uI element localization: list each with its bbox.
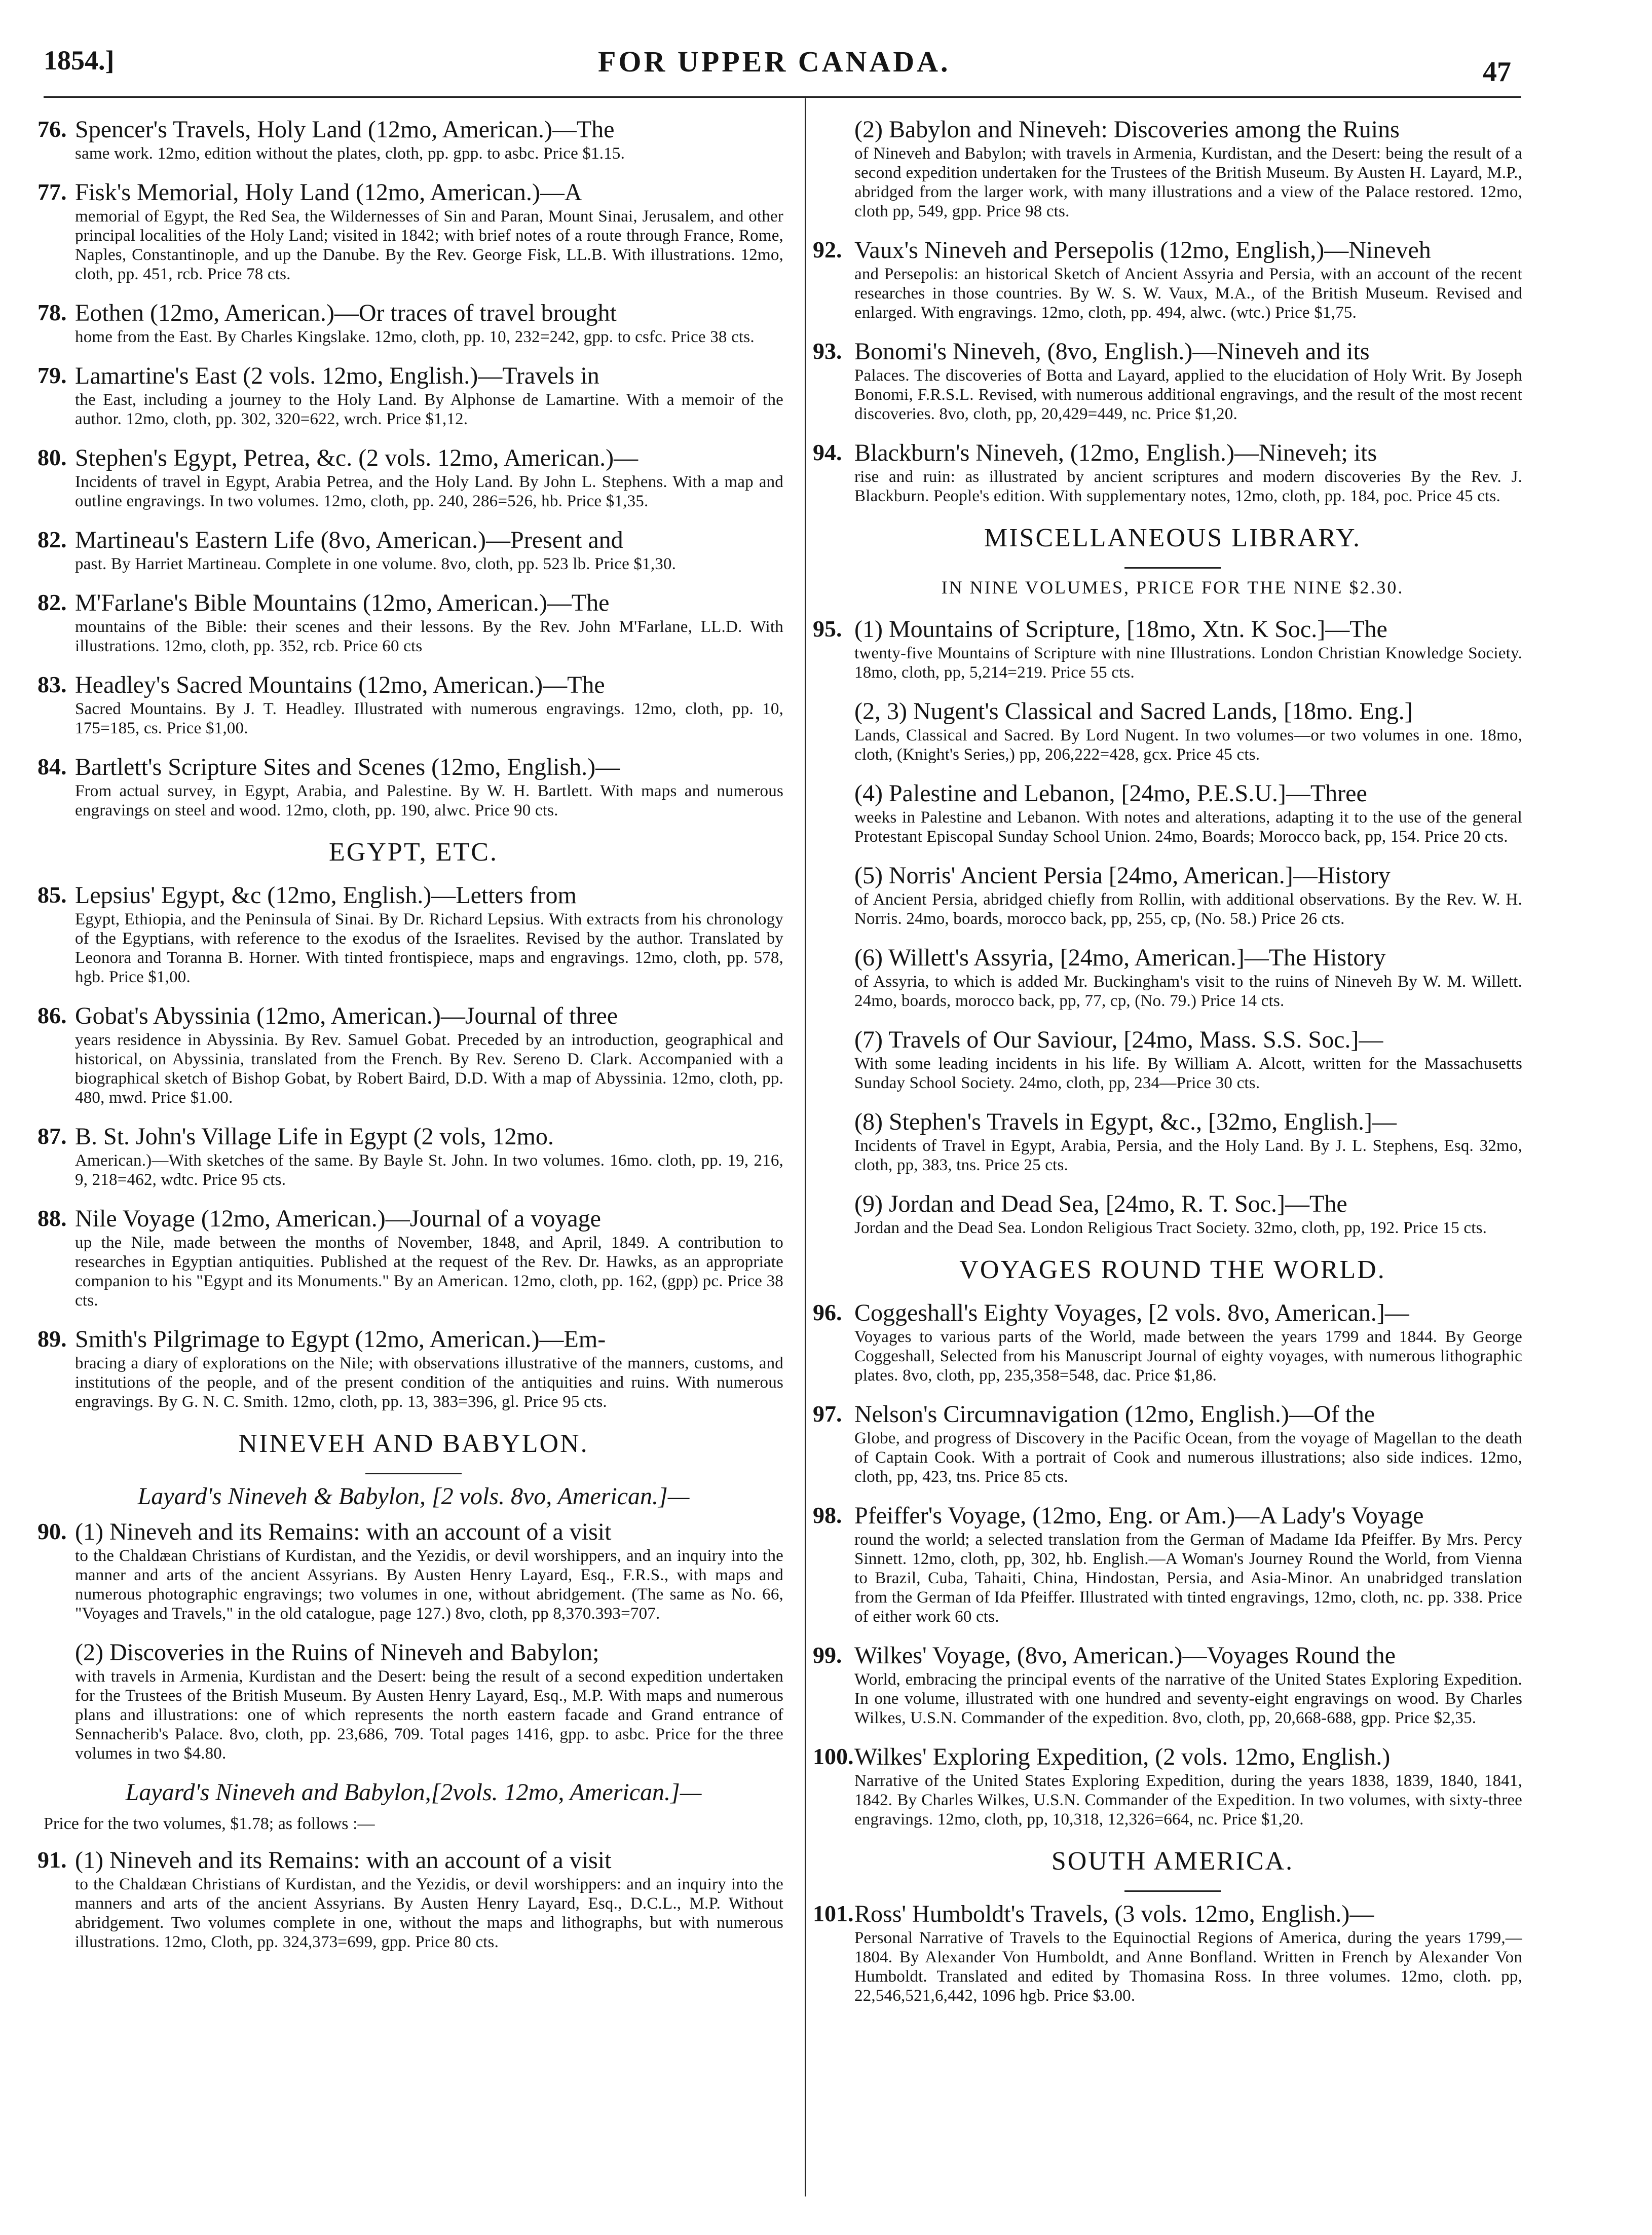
entry-number: 83. (37, 672, 67, 697)
entry-number: 79. (37, 362, 67, 388)
entry-description: With some leading incidents in his life. By William A. Alcott, written for the Massachusetts Sunday School Society. 24mo, cloth, pp, 234—Price 30 cts. (854, 1055, 1522, 1092)
entry-description: Sacred Mountains. By J. T. Headley. Illustrated with numerous engravings. 12mo, cloth, pp. 10, 175=185, cs. Price $1,00. (75, 700, 783, 737)
entry-title: Coggeshall's Eighty Voyages, [2 vols. 8vo, American.]— (854, 1299, 1409, 1326)
entry-number: 98. (813, 1502, 842, 1528)
entry-title: (2, 3) Nugent's Classical and Sacred Lands, [18mo. Eng.] (854, 698, 1413, 725)
section-heading: NINEVEH AND BABYLON. (238, 1429, 589, 1458)
entry-number: 80. (37, 444, 67, 470)
catalogue-entry (37, 1846, 783, 1952)
right-column (813, 116, 1522, 2021)
catalogue-entry (813, 1400, 1522, 1486)
catalogue-entry (37, 1325, 783, 1411)
catalogue-entry (37, 753, 783, 820)
entry-title: Gobat's Abyssinia (12mo, American.)—Journal of three (75, 1002, 618, 1029)
header-title: FOR UPPER CANADA. (598, 45, 951, 78)
entry-description: twenty-five Mountains of Scripture with nine Illustrations. London Christian Knowledge Society. 18mo, cloth, pp, 5,214=219. Price 55 cts. (854, 644, 1522, 682)
entry-description: home from the East. By Charles Kingslake. 12mo, cloth, pp. 10, 232=242, gpp. to csfc. Price 38 cts. (75, 328, 755, 346)
entry-number: 86. (37, 1002, 67, 1028)
entry-title: (1) Nineveh and its Remains: with an account of a visit (75, 1518, 612, 1545)
catalogue-entry (813, 338, 1522, 424)
entry-description: years residence in Abyssinia. By Rev. Samuel Gobat. Preceded by an introduction, geographical and historical, on Abyssinia, translated from the French. By Rev. Sereno D. Clark. Accompanied with a biographical sketch of Bishop Gobat, by Robert Baird, D.D. With a map of Abyssinia. 12mo, cloth, pp. 480, mwd. Price $1.00. (75, 1031, 783, 1107)
catalogue-entry (823, 116, 1522, 221)
catalogue-entry (813, 1743, 1522, 1829)
entry-description: Narrative of the United States Exploring Expedition, during the years 1838, 1839, 1840, 1841, 1842. By Charles Wilkes, U.S.N. Commander of the Expedition. In two volumes, with sixty-three engravings. 12mo, cloth, pp, 10,318, 12,326=664, nc. Price $1,20. (854, 1772, 1522, 1829)
header-year: 1854.] (44, 45, 115, 76)
entry-title: Stephen's Egypt, Petrea, &c. (2 vols. 12mo, American.)— (75, 444, 639, 471)
entry-title: Pfeiffer's Voyage, (12mo, Eng. or Am.)—A Lady's Voyage (854, 1502, 1424, 1529)
entry-description: of Ancient Persia, abridged chiefly from Rollin, with additional observations. By the Rev. W. H. Norris. 24mo, boards, morocco back, pp, 255, cp, (No. 58.) Price 26 cts. (854, 890, 1522, 928)
entry-list (37, 116, 783, 820)
entry-description: bracing a diary of explorations on the Nile; with observations illustrative of the manners, customs, and institutions of the people, and of the present condition of the antiquities and ruins. With numerous engravings. By G. N. C. Smith. 12mo, cloth, pp. 13, 383=396, gl. Price 95 cts. (75, 1354, 783, 1411)
entry-number: 96. (813, 1299, 842, 1325)
left-column (37, 116, 783, 1967)
entry-description: to the Chaldæan Christians of Kurdistan, and the Yezidis, or devil worshippers, and an inquiry into the manner and arts of the ancient Assyrians. By Austen Henry Layard, Esq., F.R.S., with maps and numerous photographic engravings; two volumes in one, without abridgement. (The same as No. 66, "Voyages and Travels," in the old catalogue, page 127.) 8vo, cloth, pp 8,370.393=707. (75, 1547, 783, 1623)
entry-list (813, 116, 1522, 506)
entry-description: Incidents of travel in Egypt, Arabia Petrea, and the Holy Land. By John L. Stephens. With a map and outline engravings. In two volumes. 12mo, cloth, pp. 240, 286=526, hb. Price $1,35. (75, 473, 783, 510)
entry-description: the East, including a journey to the Holy Land. By Alphonse de Lamartine. With a memoir of the author. 12mo, cloth, pp. 302, 320=622, wrch. Price $1,12. (75, 391, 783, 428)
entry-description: Lands, Classical and Sacred. By Lord Nugent. In two volumes—or two volumes in one. 18mo, cloth, (Knight's Series,) pp, 206,222=428, gcx. Price 45 cts. (854, 726, 1522, 764)
catalogue-entry (823, 862, 1522, 928)
entry-number: 99. (813, 1642, 842, 1668)
entry-title: Ross' Humboldt's Travels, (3 vols. 12mo, English.)— (854, 1901, 1374, 1927)
subheading-text: Layard's Nineveh and Babylon,[2vols. 12mo, American.]— (125, 1779, 702, 1806)
catalogue-entry (813, 1900, 1522, 2005)
catalogue-entry (823, 779, 1522, 846)
entry-description: American.)—With sketches of the same. By Bayle St. John. In two volumes. 16mo. cloth, pp. 19, 216, 9, 218=462, wdtc. Price 95 cts. (75, 1151, 783, 1189)
entry-description: Personal Narrative of Travels to the Equinoctial Regions of America, during the years 1799,—1804. By Alexander Von Humboldt, and Anne Bonfland. Written in French by Alexander Von Humboldt. Translated and edited by Thomasina Ross. In three volumes. 12mo, cloth. pp, 22,546,521,6,442, 1096 hgb. Price $3.00. (854, 1929, 1522, 2005)
price-note: Price for the two volumes, $1.78; as follows :— (44, 1814, 375, 1833)
entry-number: 87. (37, 1123, 67, 1149)
entry-description: past. By Harriet Martineau. Complete in one volume. 8vo, cloth, pp. 523 lb. Price $1,30. (75, 555, 677, 573)
entry-description: From actual survey, in Egypt, Arabia, and Palestine. By W. H. Bartlett. With maps and numerous engravings on steel and wood. 12mo, cloth, pp. 190, alwc. Price 90 cts. (75, 782, 783, 820)
entry-list (37, 1846, 783, 1952)
entry-title: Wilkes' Exploring Expedition, (2 vols. 12mo, English.) (854, 1743, 1391, 1770)
section-subtitle: IN NINE VOLUMES, PRICE FOR THE NINE $2.30. (941, 577, 1404, 598)
catalogue-entry (37, 671, 783, 738)
entry-number: 78. (37, 300, 67, 325)
catalogue-entry (823, 1026, 1522, 1093)
entry-number: 76. (37, 116, 67, 142)
catalogue-entry (37, 1002, 783, 1107)
catalogue-entry (37, 299, 783, 347)
entry-number: 95. (813, 616, 842, 642)
entry-title: (5) Norris' Ancient Persia [24mo, American.]—History (854, 862, 1391, 889)
entry-title: Lamartine's East (2 vols. 12mo, English.)—Travels in (75, 362, 599, 389)
catalogue-entry (823, 697, 1522, 764)
entry-number: 97. (813, 1401, 842, 1427)
entry-number: 94. (813, 439, 842, 465)
entry-list (37, 881, 783, 1411)
entry-number: 91. (37, 1847, 67, 1873)
catalogue-entry (813, 1642, 1522, 1728)
catalogue-entry (37, 178, 783, 284)
entry-title: (4) Palestine and Lebanon, [24mo, P.E.S.U.]—Three (854, 780, 1367, 807)
entry-description: mountains of the Bible: their scenes and their lessons. By the Rev. John M'Farlane, LL.D. With illustrations. 12mo, cloth, pp. 352, rcb. Price 60 cts (75, 618, 783, 655)
entry-description: and Persepolis: an historical Sketch of Ancient Assyria and Persia, with an account of the recent researches in those countries. By W. S. W. Vaux, M.A., of the British Museum. Revised and enlarged. With engravings. 12mo, cloth, pp. 494, alwc. (wtc.) Price $1,75. (854, 265, 1522, 322)
entry-list (813, 615, 1522, 1238)
entry-description: World, embracing the principal events of the narrative of the United States Exploring Expedition. In one volume, illustrated with one hundred and seventy-eight engravings on wood. By Charles Wilkes, U.S.N. Commander of the expedition. 8vo, cloth, pp, 20,668-688, gpp. Price $2,35. (854, 1670, 1522, 1727)
catalogue-entry (37, 881, 783, 987)
entry-title: (6) Willett's Assyria, [24mo, American.]—The History (854, 944, 1386, 971)
entry-title: Wilkes' Voyage, (8vo, American.)—Voyages Round the (854, 1642, 1396, 1669)
section-heading: EGYPT, ETC. (329, 838, 498, 867)
entry-number: 100. (813, 1743, 854, 1769)
entry-description: Palaces. The discoveries of Botta and Layard, applied to the elucidation of Holy Writ. By Joseph Bonomi, F.R.S.L. Revised, with numerous additional engravings, and the result of the most recent discoveries. 8vo, cloth, pp, 20,429=449, nc. Price $1,20. (854, 366, 1522, 423)
catalogue-entry (813, 439, 1522, 506)
entry-description: with travels in Armenia, Kurdistan and the Desert: being the result of a second expedition undertaken for the Trustees of the British Museum. By Austen Henry Layard, Esq., M.P. With maps and numerous plans and illustrations: one of which represents the north eastern facade and Grand entrance of Sennacherib's Palace. 8vo, cloth, pp. 23,686, 709. Total pages 1416, gpp. to asbc. Price for the three volumes in two $4.80. (75, 1667, 783, 1763)
catalogue-entry (37, 1518, 783, 1623)
section-heading: SOUTH AMERICA. (1051, 1847, 1294, 1876)
entry-number: 93. (813, 338, 842, 364)
entry-title: Fisk's Memorial, Holy Land (12mo, American.)—A (75, 179, 582, 206)
entry-list (813, 1900, 1522, 2005)
page-header (0, 0, 1652, 101)
catalogue-entry (823, 1190, 1522, 1238)
entry-list (813, 1299, 1522, 1829)
entry-title: (1) Mountains of Scripture, [18mo, Xtn. K Soc.]—The (854, 616, 1387, 643)
catalogue-entry (37, 1205, 783, 1310)
catalogue-entry (823, 944, 1522, 1011)
catalogue-entry (37, 526, 783, 574)
catalogue-entry (813, 615, 1522, 682)
entry-description: rise and ruin: as illustrated by ancient scriptures and modern discoveries By the Rev. J. Blackburn. People's edition. With supplementary notes, 12mo, cloth, pp. 184, poc. Price 45 cts. (854, 468, 1522, 505)
entry-title: (8) Stephen's Travels in Egypt, &c., [32mo, English.]— (854, 1108, 1397, 1135)
entry-description: Incidents of Travel in Egypt, Arabia, Persia, and the Holy Land. By J. L. Stephens, Esq. 32mo, cloth, pp, 383, tns. Price 25 cts. (854, 1137, 1522, 1174)
catalogue-entry (37, 362, 783, 429)
catalogue-entry (813, 236, 1522, 322)
entry-title: Headley's Sacred Mountains (12mo, American.)—The (75, 672, 605, 698)
entry-description: round the world; a selected translation from the German of Madame Ida Pfeiffer. By Mrs. Percy Sinnett. 12mo, cloth, pp, 302, hb. English.—A Woman's Journey Round the World, from Vienna to Brazil, Cuba, Tahaiti, China, Hindostan, Persia, and Asia-Minor. An unabridged translation from the German of Ida Pfeiffer. Illustrated with tinted engravings, 12mo, cloth, nc. pp. 338. Price of either work 60 cts. (854, 1531, 1522, 1626)
entry-description: to the Chaldæan Christians of Kurdistan, and the Yezidis, or devil worshippers: and an inquiry into the manners and arts of the ancient Assyrians. By Austen Henry Layard, Esq., D.C.L., M.P. Without abridgement. Two volumes complete in one, without the maps and lithographs, but with numerous illustrations. 12mo, Cloth, pp. 324,373=699, gpp. Price 80 cts. (75, 1875, 783, 1951)
catalogue-entry (37, 116, 783, 163)
entry-description: memorial of Egypt, the Red Sea, the Wildernesses of Sin and Paran, Mount Sinai, Jerusalem, and other principal localities of the Holy Land; visited in 1842; with brief notes of a route through France, Rome, Naples, Constantinople, and up the Danube. By the Rev. George Fisk, LL.B. With illustrations. 12mo, cloth, pp. 451, rcb. Price 78 cts. (75, 207, 783, 283)
section-rule (365, 1473, 462, 1474)
entry-title: (1) Nineveh and its Remains: with an account of a visit (75, 1847, 612, 1874)
entry-description: of Assyria, to which is added Mr. Buckingham's visit to the ruins of Nineveh By W. M. Willett. 24mo, boards, morocco back, pp, 77, cp, (No. 79.) Price 14 cts. (854, 973, 1522, 1010)
entry-title: (7) Travels of Our Saviour, [24mo, Mass. S.S. Soc.]— (854, 1026, 1383, 1053)
section-heading: MISCELLANEOUS LIBRARY. (984, 524, 1361, 552)
entry-title: Nelson's Circumnavigation (12mo, English.)—Of the (854, 1401, 1375, 1428)
entry-title: (2) Babylon and Nineveh: Discoveries among the Ruins (854, 116, 1400, 143)
subheading (44, 1482, 783, 1511)
column-divider (805, 98, 806, 2196)
catalogue-entry (44, 1638, 783, 1763)
section-heading: VOYAGES ROUND THE WORLD. (959, 1255, 1386, 1284)
page-number: 47 (1483, 56, 1511, 88)
entry-number: 89. (37, 1326, 67, 1352)
section-rule (1124, 567, 1221, 569)
catalogue-entry (813, 1299, 1522, 1385)
entry-number: 84. (37, 754, 67, 779)
entry-number: 82. (37, 527, 67, 552)
header-rule (44, 96, 1521, 98)
entry-description: up the Nile, made between the months of November, 1848, and April, 1849. A contribution to researches in Egyptian antiquities. Published at the request of the Rev. Dr. Hawks, as an appropriate companion to his "Egypt and its Monuments." By an American. 12mo, cloth, pp. 162, (gpp) pc. Price 38 cts. (75, 1234, 783, 1310)
subheading-text: Layard's Nineveh & Babylon, [2 vols. 8vo, American.]— (137, 1483, 690, 1510)
entry-number: 77. (37, 179, 67, 205)
catalogue-entry (37, 1123, 783, 1189)
entry-title: Martineau's Eastern Life (8vo, American.)—Present and (75, 527, 623, 553)
entry-title: Vaux's Nineveh and Persepolis (12mo, English,)—Nineveh (854, 237, 1431, 264)
entry-title: M'Farlane's Bible Mountains (12mo, American.)—The (75, 589, 610, 616)
entry-description: of Nineveh and Babylon; with travels in Armenia, Kurdistan, and the Desert: being the result of a second expedition undertaken for the Trustees of the British Museum. By Austen H. Layard, M.P., abridged from the larger work, with many illustrations and a view of the Palace restored. 12mo, cloth pp, 549, gpp. Price 98 cts. (854, 144, 1522, 220)
entry-description: Egypt, Ethiopia, and the Peninsula of Sinai. By Dr. Richard Lepsius. With extracts from his chronology of the Egyptians, with reference to the exodus of the Israelites. Revised by the author. Translated by Leonora and Toranna B. Horner. With tinted frontispiece, maps and engravings. 12mo, cloth, pp. 578, hgb. Price $1,00. (75, 910, 783, 986)
entry-title: Spencer's Travels, Holy Land (12mo, American.)—The (75, 116, 615, 143)
catalogue-entry (37, 589, 783, 656)
entry-description: same work. 12mo, edition without the plates, cloth, pp. gpp. to asbc. Price $1.15. (75, 144, 625, 163)
entry-title: Nile Voyage (12mo, American.)—Journal of a voyage (75, 1205, 601, 1232)
entry-number: 90. (37, 1518, 67, 1544)
entry-number: 101. (813, 1901, 854, 1926)
entry-description: weeks in Palestine and Lebanon. With notes and alterations, adapting it to the use of the general Protestant Episcopal Sunday School Union. 24mo, Boards; Morocco back, pp, 154. Price 20 cts. (854, 808, 1522, 846)
entry-title: Bartlett's Scripture Sites and Scenes (12mo, English.)— (75, 754, 620, 780)
entry-description: Jordan and the Dead Sea. London Religious Tract Society. 32mo, cloth, pp, 192. Price 15 cts. (854, 1219, 1487, 1237)
entry-description: Globe, and progress of Discovery in the Pacific Ocean, from the voyage of Magellan to the death of Captain Cook. With a portrait of Cook and numerous illustrations; also side indices. 12mo, cloth, pp, 423, tns. Price 85 cts. (854, 1429, 1522, 1486)
entry-number: 85. (37, 882, 67, 908)
catalogue-entry (813, 1502, 1522, 1626)
entry-title: Bonomi's Nineveh, (8vo, English.)—Nineveh and its (854, 338, 1370, 365)
entry-title: Lepsius' Egypt, &c (12mo, English.)—Letters from (75, 882, 577, 909)
entry-title: (2) Discoveries in the Ruins of Nineveh and Babylon; (75, 1639, 599, 1666)
subheading (44, 1778, 783, 1807)
entry-description: Voyages to various parts of the World, made between the years 1799 and 1844. By George Coggeshall, Selected from his Manuscript Journal of eighty voyages, with numerous lithographic plates. 8vo, cloth, pp, 235,358=548, dac. Price $1,86. (854, 1328, 1522, 1385)
entry-title: Smith's Pilgrimage to Egypt (12mo, American.)—Em- (75, 1326, 606, 1353)
entry-number: 88. (37, 1205, 67, 1231)
section-rule (1124, 1890, 1221, 1892)
entry-title: B. St. John's Village Life in Egypt (2 vols, 12mo. (75, 1123, 554, 1150)
entry-title: (9) Jordan and Dead Sea, [24mo, R. T. Soc.]—The (854, 1190, 1347, 1217)
entry-number: 92. (813, 237, 842, 263)
catalogue-entry (37, 444, 783, 511)
entry-title: Eothen (12mo, American.)—Or traces of travel brought (75, 300, 617, 326)
catalogue-entry (823, 1108, 1522, 1175)
entry-list (37, 1518, 783, 1763)
entry-title: Blackburn's Nineveh, (12mo, English.)—Nineveh; its (854, 439, 1377, 466)
entry-number: 82. (37, 589, 67, 615)
